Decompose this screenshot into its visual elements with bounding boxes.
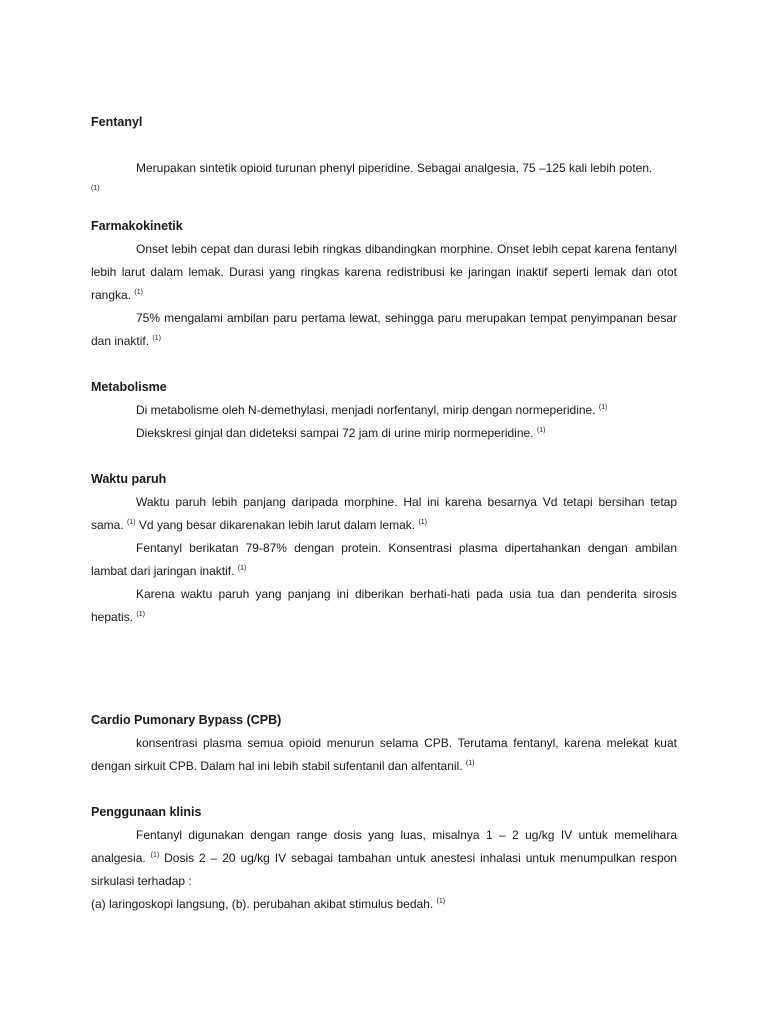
heading-cpb: Cardio Pumonary Bypass (CPB) [91,713,282,727]
heading-farmakokinetik: Farmakokinetik [91,219,183,233]
reference-marker: (1) [91,185,100,192]
text: Di metabolisme oleh N-demethylasi, menjadi norfentanyl, mirip dengan normeperidine. [136,403,596,417]
reference-marker: (1) [136,611,145,618]
paragraph-waktu-paruh-2 [91,537,677,583]
text: Fentanyl digunakan dengan range dosis yang luas, misalnya 1 – 2 ug/kg IV untuk memelihara analgesia. [91,828,677,865]
reference-marker: (1) [418,519,427,526]
text: konsentrasi plasma semua opioid menurun selama CPB. Terutama fentanyl, karena melekat kuat dengan sirkuit CPB. Dalam hal ini lebih stabil sufentanil dan alfentanil. [91,736,677,773]
reference-marker: (1) [436,898,446,905]
text: Karena waktu paruh yang panjang ini diberikan berhati-hati pada usia tua dan penderita sirosis hepatis. [91,587,677,624]
reference-marker: (1) [536,427,546,434]
paragraph-metabolisme-2 [91,422,677,445]
text: Diekskresi ginjal dan dideteksi sampai 72 jam di urine mirip normeperidine. [136,426,534,440]
text: Waktu paruh lebih panjang daripada morphine. Hal ini karena besarnya Vd tetapi bersihan tetap sama. [91,495,677,532]
reference-marker: (1) [237,565,247,572]
paragraph-penggunaan-2 [91,893,677,916]
paragraph-ref [91,180,677,203]
paragraph-cpb-1 [91,732,677,778]
text: Onset lebih cepat dan durasi lebih ringkas dibandingkan morphine. Onset lebih cepat karena fentanyl lebih larut dalam lemak. Durasi yang ringkas karena redistribusi ke jaringan inaktif seperti lemak dan otot rangka. [91,242,677,302]
paragraph-farmakokinetik-1 [91,238,677,307]
text: 75% mengalami ambilan paru pertama lewat, sehingga paru merupakan tempat penyimpanan besar dan inaktif. [91,311,677,348]
reference-marker: (1) [152,335,161,342]
document-body [91,111,677,916]
text: (a) laringoskopi langsung, (b). perubahan akibat stimulus bedah. [91,897,434,911]
paragraph-metabolisme-1 [91,399,677,422]
paragraph-waktu-paruh-1 [91,491,677,537]
reference-marker: (1) [465,760,475,767]
heading-metabolisme: Metabolisme [91,380,167,394]
heading-fentanyl: Fentanyl [91,115,143,129]
paragraph-fentanyl-intro [91,157,677,180]
reference-marker: (1) [598,404,608,411]
paragraph-waktu-paruh-3 [91,583,677,629]
reference-marker: (1) [134,289,143,296]
text: Fentanyl berikatan 79-87% dengan protein. Konsentrasi plasma dipertahankan dengan ambilan lambat dari jaringan inaktif. [91,541,677,578]
heading-penggunaan-klinis: Penggunaan klinis [91,805,202,819]
reference-marker: (1) [150,852,160,859]
paragraph-penggunaan-1 [91,824,677,893]
heading-waktu-paruh: Waktu paruh [91,472,167,486]
text: Dosis 2 – 20 ug/kg IV sebagai tambahan untuk anestesi inhalasi untuk menumpulkan respon sirkulasi terhadap : [91,851,677,888]
text: Vd yang besar dikarenakan lebih larut dalam lemak. [135,518,416,532]
reference-marker: (1) [127,519,136,526]
text: Merupakan sintetik opioid turunan phenyl piperidine. Sebagai analgesia, 75 –125 kali lebih poten. [136,161,653,175]
paragraph-farmakokinetik-2 [91,307,677,353]
